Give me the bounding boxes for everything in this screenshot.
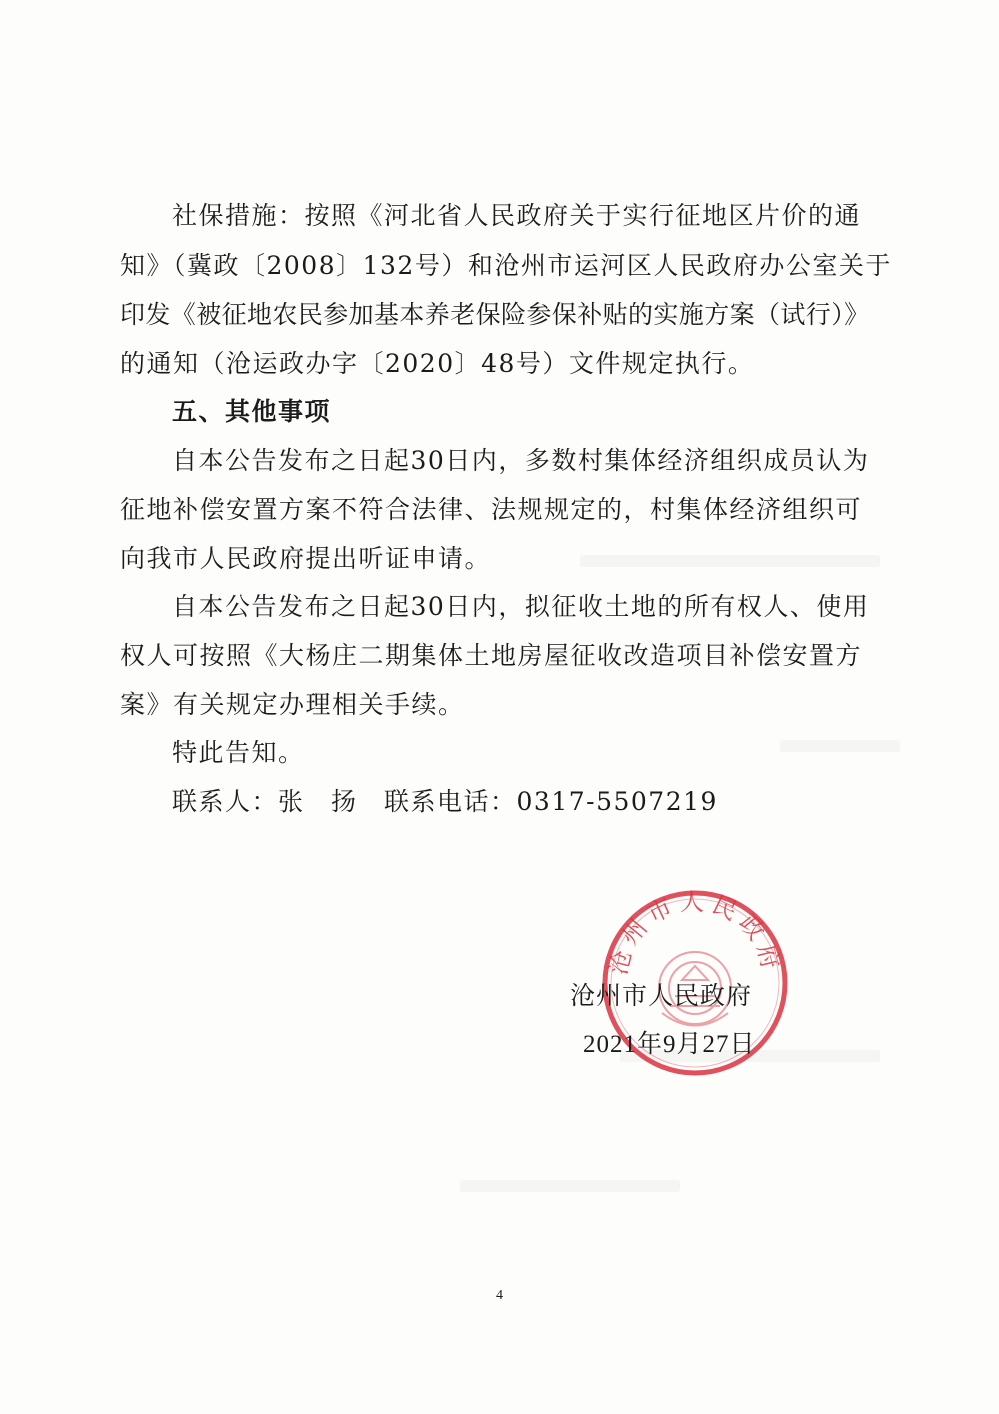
body-line: 案》有关规定办理相关手续。 xyxy=(120,690,465,719)
svg-text:沧州市人民政府 xyxy=(604,888,786,978)
signature-date: 2021年9月27日 xyxy=(583,1031,756,1058)
signature-organization: 沧州市人民政府 xyxy=(570,981,753,1010)
body-line: 向我市人民政府提出听证申请。 xyxy=(120,544,492,573)
body-line: 权人可按照《大杨庄二期集体土地房屋征收改造项目补偿安置方 xyxy=(120,641,863,670)
body-line: 征地补偿安置方案不符合法律、法规规定的，村集体经济组织可 xyxy=(120,495,863,524)
body-line: 自本公告发布之日起30日内，拟征收土地的所有权人、使用 xyxy=(172,592,870,621)
seal-text: 沧州市人民政府 xyxy=(604,888,786,978)
body-line: 印发《被征地农民参加基本养老保险参保补贴的实施方案（试行）》 xyxy=(120,300,870,329)
bleed-through-mark xyxy=(460,1180,680,1192)
page-number: 4 xyxy=(496,1288,503,1303)
section-heading: 五、其他事项 xyxy=(172,397,332,426)
body-line: 知》（冀政〔2008〕132号）和沧州市运河区人民政府办公室关于 xyxy=(120,251,892,280)
closing-text: 特此告知。 xyxy=(172,738,305,767)
contact-line: 联系人：张 扬 联系电话：0317-5507219 xyxy=(172,787,718,816)
body-line: 的通知（沧运政办字〔2020〕48号）文件规定执行。 xyxy=(120,349,755,378)
body-line: 自本公告发布之日起30日内，多数村集体经济组织成员认为 xyxy=(172,446,870,475)
body-line: 社保措施：按照《河北省人民政府关于实行征地区片价的通 xyxy=(172,201,862,230)
